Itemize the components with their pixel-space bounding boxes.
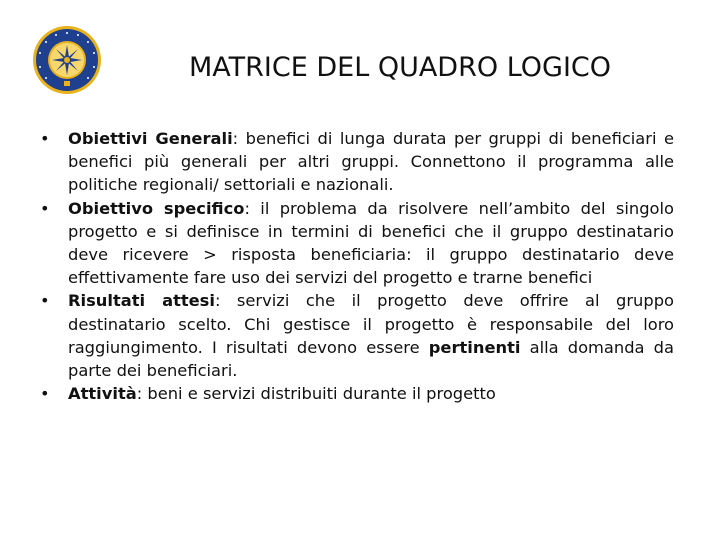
- bullet-text: : beni e servizi distribuiti durante il progetto: [136, 384, 496, 404]
- bullet-marker: •: [40, 291, 50, 311]
- bullet-item-obiettivi-generali: [40, 127, 674, 197]
- bullet-marker: •: [40, 198, 50, 218]
- bullet-marker: •: [40, 384, 50, 404]
- bullet-term: Attività: [68, 384, 137, 404]
- bullet-text: : servizi che il progetto deve offrire al gruppo destinatario scelto. Chi gestisce il progetto è responsabile del loro raggiungimento. I risultati devono essere: [68, 291, 674, 357]
- bullet-emphasis: pertinenti: [428, 337, 521, 357]
- bullet-item-obiettivo-specifico: [40, 197, 674, 290]
- bullet-list: [40, 127, 674, 405]
- bullet-term: Obiettivo specifico: [68, 198, 245, 218]
- slide-title: MATRICE DEL QUADRO LOGICO: [188, 52, 612, 83]
- bullet-text: : benefici di lunga durata per gruppi di beneficiari e benefici più generali per altri gruppi. Connettono il programma alle politiche regionali/ settoriali e nazionali.: [68, 129, 674, 195]
- seal-icon: [31, 24, 103, 96]
- bullet-term: Risultati attesi: [68, 291, 215, 311]
- bullet-item-risultati-attesi: [40, 289, 674, 382]
- bullet-text: : il problema da risolvere nell’ambito del singolo progetto e si definisce in termini di benefici che il gruppo destinatario deve ricevere > risposta beneficiaria: il gruppo destinatario deve effettivamente fare uso dei servizi del progetto e trarne benefici: [68, 198, 674, 288]
- organization-logo: [31, 24, 103, 96]
- bullet-item-attivita: [40, 382, 674, 405]
- bullet-text-after: alla domanda da parte dei beneficiari.: [68, 337, 674, 381]
- bullet-marker: •: [40, 129, 50, 148]
- bullet-term: Obiettivi Generali: [68, 129, 233, 148]
